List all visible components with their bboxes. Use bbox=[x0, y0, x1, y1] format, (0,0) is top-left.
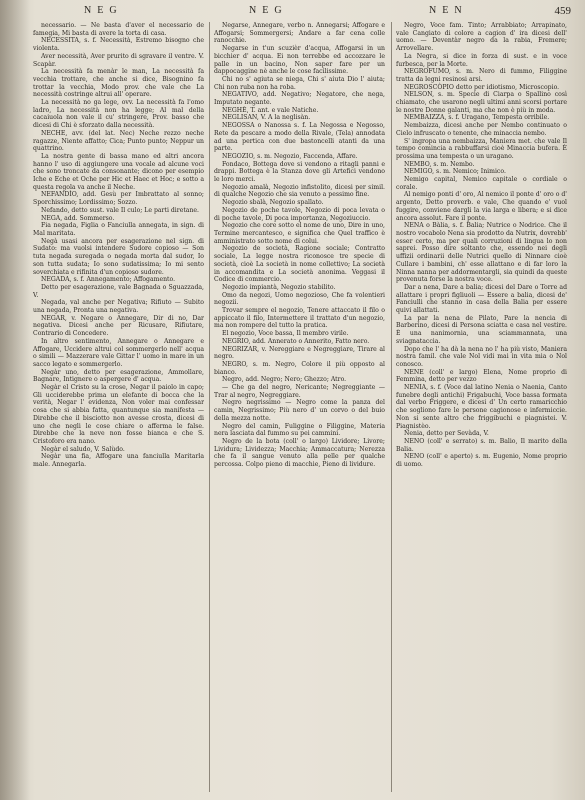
dictionary-entry: — Che ga del negro, Nericante; Negreggiante — Trar al negro, Negreggiare. bbox=[214, 384, 385, 399]
running-header bbox=[44, 5, 571, 19]
dictionary-entry: S' ingropa una nembaizza, Maniera met. che vale Il tempo comincia a rabbuffarsi cioè Minaccia bufera. È prossima una tempesta o un uragano. bbox=[396, 137, 567, 160]
dictionary-entry: NEGATIVO, add. Negativo; Negatore, che nega, Imputato negante. bbox=[214, 91, 385, 107]
dictionary-entry: NEGROSCÒPIO detto per idiotismo, Microscopio. bbox=[404, 83, 560, 91]
dictionary-entry: NECESSITA, s. f. Necessità, Estremo bisogno che violenta. bbox=[33, 37, 204, 53]
dictionary-entry: Negro negrissimo — Negro come la panza del camin, Negrissimo; Più nero d' un corvo o del buio della mezza notte. bbox=[214, 399, 385, 422]
dictionary-entry: NEFANDÌO, add. Gesù per Imbrattato al sonno; Sporchissimo; Lordissimo; Sozzo. bbox=[33, 191, 204, 207]
dictionary-entry: Negada, val anche per Negativa; Rifiuto — Subito una negada, Pronta una negativa. bbox=[33, 299, 204, 315]
dictionary-entry: NENIA, s. f. (Voce dal latino Nenia o Naenia, Canto funebre degli antichi) Frigabuchi, Voce bassa formata dal verbo Friggere, e dicesi d' Un certo ramaricchio che sogliono fare le persone cagionose e infermiccie. Non si sente altro che friggibuchi e piagnistei. V. Piagnistèo. bbox=[396, 384, 567, 430]
dictionary-entry: Omo da negozi, Uomo negozioso, Che fa volentieri negozii. bbox=[214, 291, 385, 307]
dictionary-entry: Dopo che l' ha dà la nena no l' ha più visto, Maniera nostra famil. che vale Nol vidi mai in vita mia o Nol conosco. bbox=[396, 345, 567, 368]
dictionary-entry: Nemigo capital, Nemico capitale o cordiale o corale. bbox=[396, 176, 567, 191]
dictionary-entry: Negàr una fia, Affogare una fanciulla Maritarla male. Annegarla. bbox=[33, 453, 204, 469]
dictionary-entry: Negàr uno, detto per esagerazione, Ammollare, Bagnare, Intignere o aspergere d' acqua. bbox=[33, 368, 204, 384]
dictionary-entry: Negà usasi ancora per esagerazione nel sign. di Sudato: ma vuolsi intendere Sudore copioso — Son tuta negada suregada o negada morta dal sudor, Io son tutta sudata; Io sono sudatissima; Io mi sento soverchiata e rifinita d'un copioso sudore. bbox=[33, 237, 204, 276]
text-column-3 bbox=[396, 22, 567, 797]
dictionary-entry: NEMBAIZZA, s. f. Uragano, Tempesta orribile. bbox=[404, 114, 550, 122]
dictionary-entry: NEGROFUMO, s. m. Nero di fummo, Filiggine tratta da legni resinosi arsi. bbox=[396, 68, 567, 83]
text-column-2 bbox=[214, 22, 385, 797]
dictionary-entry: NENE (coll' e largo) Elena, Nome proprio di Femmina, detto per vezzo bbox=[396, 368, 567, 384]
text-column-1 bbox=[33, 22, 204, 797]
dictionary-entry: Aver necessità, Aver prurito di sgravare il ventre. V. Scapàr. bbox=[33, 52, 204, 68]
dictionary-entry: NENO (coll' e aperto) s. m. Eugenio, Nome proprio di uomo. bbox=[396, 453, 567, 469]
dictionary-entry: Al nemigo ponti d' oro, Al nemico il ponte d' oro o d' argento, Detto proverb. e vale, Che quando e' vuol fuggire, conviene dargli la via larga e libera; e si dice ancora assolut. Fare il ponte. bbox=[396, 191, 567, 222]
dictionary-entry: Negarse in t'un scuzièr d'acqua, Affogarsi in un bicchier d' acqua. Ei non terrebbe ed accozzare le palle in un bacino, Non saper fare per un dappocaggine nè anche le cose facilissime. bbox=[214, 45, 385, 76]
dictionary-entry: Chi no s' agiuta se niega, Chi s' aiuta Dio l' aiuta; Chi non ruba non ha roba. bbox=[214, 75, 385, 91]
dictionary-entry: La necessità no ga lege, ovv. La necessità fa l'omo ladro, La necessità non ha legge; Al mal della cacaiuola non vale il cu' stringere, Prov. basso che dicesi di Chi è sforzato dalla necessità. bbox=[33, 99, 204, 130]
dictionary-entry: Negozio de poche tavole, Negozio di poca levata o di poche tavole, Di poca importanza, Negoziuccio. bbox=[214, 206, 385, 222]
dictionary-entry: El negozio, Voce bassa, Il membro virile. bbox=[222, 330, 349, 338]
dictionary-entry: Negozio de società, Ragione sociale; Contratto sociale, La legge nostra riconosce tre specie di società, cioè La società in nome collettivo; La società in accomandita e La società anonima. Veggasi il Codice di commercio. bbox=[214, 245, 385, 284]
dictionary-entry: NEGLISAN, V. A la neglisàn. bbox=[222, 114, 311, 122]
header-right-word: NEN bbox=[429, 5, 468, 16]
dictionary-entry: Fia negada, Figlia o Fanciulla annegata, in sign. di Mal maritata. bbox=[33, 222, 204, 237]
dictionary-entry: Negozio impiantà, Negozio stabilito. bbox=[222, 283, 336, 291]
dictionary-entry: Nefando, detto sust. vale Il culo; Le parti diretane. bbox=[41, 206, 200, 214]
page-number: 459 bbox=[554, 5, 571, 17]
dictionary-entry: NENA o Bàlia, s. f. Balia; Nutrice o Nodrice. Che il nostro vocabolo Nena sia prodotto da Nutrix, dovrebb' esser certo, ma per quali corruzioni di lingua lo non saprei. Posso dire soltanto che, essendo nei degli uffizii ordinarii delle Nutrici quello di Ninnare cioè Cullare i bambini, ch' esse allattano e di far loro la Ninna nanna per addormentargli, sia quindi da queste provenuta forse la nostra voce. bbox=[396, 222, 567, 284]
dictionary-entry: NEGADA, s. f. Annegamento; Affogamento. bbox=[41, 276, 176, 284]
dictionary-entry: NEGRIZAR, v. Nereggiare e Negreggiare, Tirare al negro. bbox=[214, 345, 385, 361]
dictionary-entry: Negro del camin, Fuliggine o Filiggine, Materia nera lasciata dal fummo su pei cammini. bbox=[214, 422, 385, 438]
dictionary-entry: Nenia, detto per Sevàda, V. bbox=[404, 430, 489, 438]
dictionary-entry: Fondaco, Bottega dove si vendono a ritagli panni e drappi. Bottega è la Stanza dove gli Artefici vendono le loro merci. bbox=[214, 160, 385, 184]
dictionary-entry: NEGOZIO, s. m. Negozio, Faccenda, Affare. bbox=[222, 152, 358, 160]
dictionary-entry: NEMBO, s. m. Nembo. bbox=[404, 160, 475, 168]
binding-shadow bbox=[0, 0, 30, 800]
dictionary-entry: Negozio che core sotto el nome de uno, Dire in uno, Termine mercantesco, e significa che Quel traffico è amministrato sotto nome di colui. bbox=[214, 222, 385, 245]
dictionary-entry: Negozio sbalà, Negozio spallato. bbox=[222, 199, 324, 207]
dictionary-entry: Negàr el saludo, V. Salùdo. bbox=[41, 445, 125, 453]
dictionary-entry: NEMIGO, s. m. Nemico; Inimico. bbox=[404, 168, 506, 176]
dictionary-entry: Detto per esagerazione, vale Bagnada o Sguazzada, V. bbox=[33, 283, 204, 299]
header-middle-word: NEG bbox=[249, 5, 288, 16]
dictionary-entry: Negàr el Cristo su la crose, Negar il paiolo in capo; Gli ucciderebbe prima un elefante di bocca che la verità, Negar l' evidenza, Non voler mai confessar cosa che si abbia fatta, quantunque sia manifesta — Direbbe che il bisciotto non avesse crosta, dicesi di uno che negli le cose chiare o afferma le false. Direbbe che la neve non fosse bianca e che S. Cristoforo era nano. bbox=[33, 384, 204, 445]
dictionary-entry: Negarse, Annegare, verbo n. Annegarsi; Affogare e Affogarsi; Sommergersi; Andare a far cena colle ranocchie. bbox=[214, 22, 385, 45]
dictionary-entry: Dar a nena, Dare a balia; dicesi del Dare o Torre ad allattare i propri figliuoli — Essere a balia, dicesi de' Fanciulli che stanno in casa della Balia per essere quivi allattati. bbox=[396, 283, 567, 315]
dictionary-entry: necessario. — Ne basta d'aver el necessario de famegia, Mi basta di avere la torta di casa. bbox=[33, 22, 204, 37]
dictionary-entry: NEGHÈ, T. ant. e vale Natiche. bbox=[222, 106, 319, 114]
dictionary-entry: La par la nena de Pilato, Pare la nencia di Barberino, dicesi di Persona sciatta e casa nel vestire. È una nanimornia, una sciammannata, una sviagnataccia. bbox=[396, 314, 567, 345]
dictionary-entry: Negro de la bota (coll' o largo) Lividore; Livore; Lividura; Lividezza; Macchia; Ammaccatura; Nerezza che fa il sangue venuto alla pelle per qualche percossa. Colpo pieno di macchie, Pieno di lividure. bbox=[214, 437, 385, 469]
column-divider bbox=[209, 22, 210, 792]
dictionary-entry: NEGRO, s. m. Negro, Colore il più opposto al bianco. bbox=[214, 360, 385, 376]
dictionary-entry: NENO (coll' e serrato) s. m. Balio, Il marito della Balia. bbox=[396, 437, 567, 453]
dictionary-entry: Trovar sempre el negozio, Tenere attaccato il filo o appiccato il filo, Intermettere il trattato d'un negozio, ma non rompere del tutto la pratica. bbox=[214, 307, 385, 330]
header-left-word: NEG bbox=[84, 5, 123, 16]
dictionary-entry: Negro, Voce fam. Tinto; Arrabbiato; Arrapinato, vale Cangiato di colore a cagion d' ira dicesi dell' uomo. — Deventàr negro da la rabia, Fremere; Arrovellare. bbox=[396, 22, 567, 53]
dictionary-entry: NEGAR, v. Negare o Annegare, Dir di no, Dar negativa. Dicesi anche per Ricusare, Rifiutare, Contrario di Concedere. bbox=[33, 314, 204, 338]
dictionary-entry: La necessità fa menàr le man, La necessità fa vecchia trottare, che anche si dice, Bisognino fa trottar la vecchia, Modo prov. che vale che La necessità costringe altrui all' operare. bbox=[33, 68, 204, 99]
dictionary-entry: Nembaizza, dicesi anche per Nembo continuato o Cielo infruscato o tenente, che minaccia nembo. bbox=[396, 122, 567, 137]
dictionary-entry: NECHE, avv. (del lat. Nec) Neche rezzo neche ragazze, Niente affatto; Cica; Punto punto; Neppur un quattrino. bbox=[33, 129, 204, 153]
dictionary-entry: NEGRIO, add. Annerato o Annerito, Fatto nero. bbox=[222, 337, 370, 345]
dictionary-entry: Negozio amalà, Negozio infistolito, dicesi per simil. di qualche Negozio che sia venuto a pessimo fine. bbox=[214, 183, 385, 199]
dictionary-entry: Negro, add. Negro; Nero; Ghezzo; Atro. bbox=[222, 376, 347, 384]
dictionary-entry: La Negra, si dice in forza di sust. e in voce furbesca, per la Morte. bbox=[396, 52, 567, 68]
dictionary-entry: In altro sentimento, Annegare o Annegare e Affogare, Uccidere altrui col sommergerlo nell' acqua o simili — Mazzerare vale Gittar l' uomo in mare in un sacco legato e sommergerlo. bbox=[33, 337, 204, 368]
dictionary-entry: NEGOSSA o Nanossa s. f. La Negossa e Negosso, Rete da pescare a modo della Rivale, (Tela) annodata ad una pertica con due bastoncelli atanti da una parte. bbox=[214, 122, 385, 153]
dictionary-entry: La nostra gente di bassa mano ed altri ancora hanno l' uso di aggiungere una vocale ad alcune voci che sono troncate da consonante; dicono per esempio Iche e Eche et Oche per Hic et Haec et Hoc; e sotto a questa regola va anche il Neche. bbox=[33, 152, 204, 191]
column-divider bbox=[391, 22, 392, 792]
dictionary-entry: NEGA, add. Sommerso. bbox=[41, 214, 115, 222]
dictionary-entry: NELSON, s. m. Specie di Ciarpa o Spallino così chiamato, che usarono negli ultimi anni scorsi portare le nostre Donne galanti, ma che non è più in moda. bbox=[396, 91, 567, 114]
